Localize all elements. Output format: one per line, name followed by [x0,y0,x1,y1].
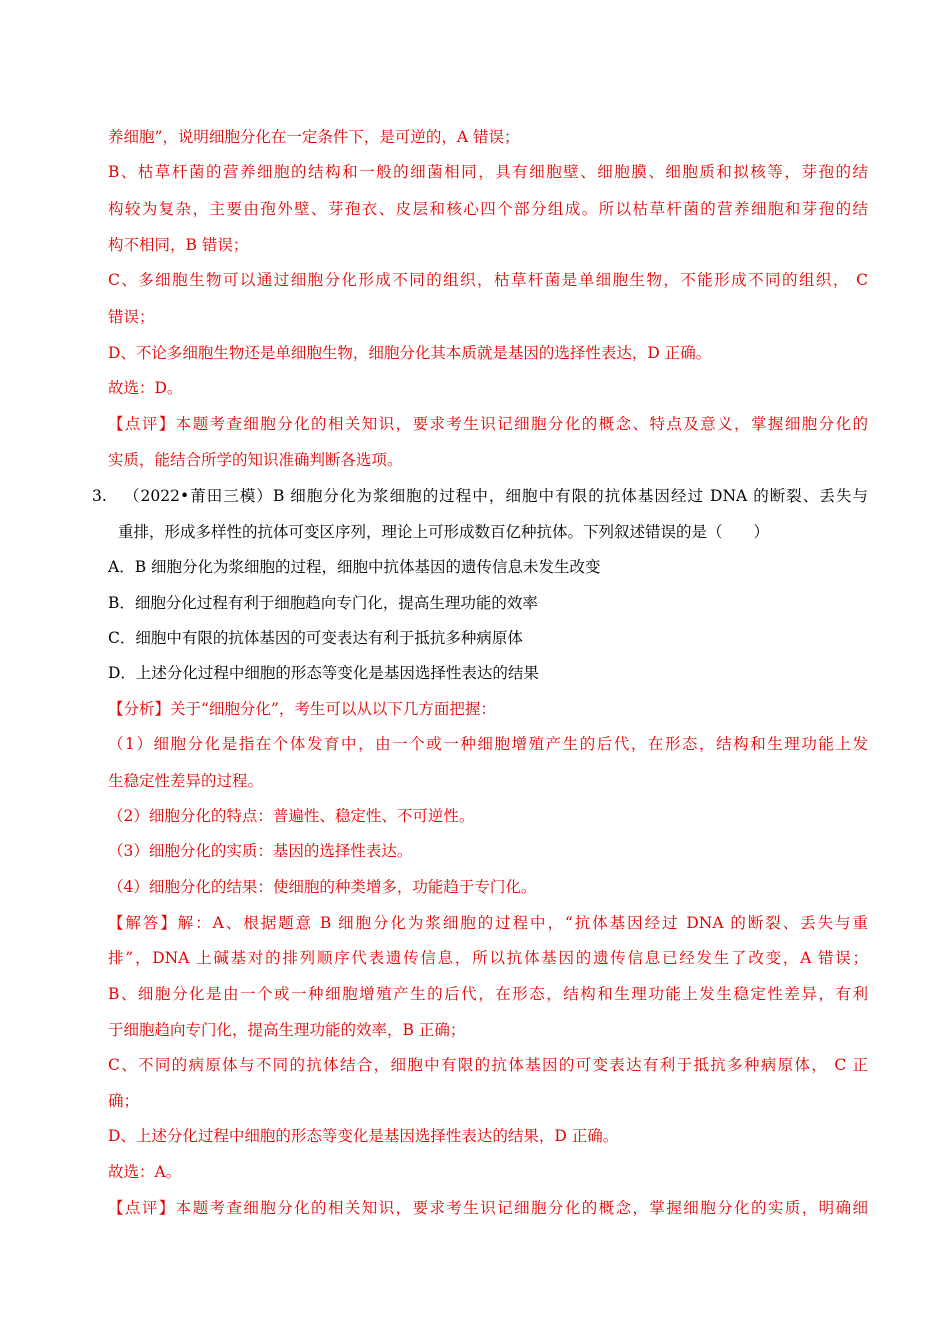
text-line: 【解答】解：A、根据题意 B 细胞分化为浆细胞的过程中，“抗体基因经过 DNA 的断裂、丢失与重 [108,914,868,932]
text-line: C．细胞中有限的抗体基因的可变表达有利于抵抗多种病原体 [108,629,523,647]
text-line: C、不同的病原体与不同的抗体结合，细胞中有限的抗体基因的可变表达有利于抵抗多种病原体， C 正 [108,1056,868,1074]
text-line: B．细胞分化过程有利于细胞趋向专门化，提高生理功能的效率 [108,594,538,612]
text-line: 故选：D。 [108,379,183,397]
question-number: 3. [92,487,107,505]
text-line: 实质，能结合所学的知识准确判断各选项。 [108,451,403,469]
text-line: 养细胞”，说明细胞分化在一定条件下，是可逆的，A 错误； [108,128,520,146]
text-line: 【分析】关于“细胞分化”，考生可以从以下几方面把握： [108,700,496,718]
text-line: （2）细胞分化的特点：普遍性、稳定性、不可逆性。 [108,807,475,825]
text-line: 重排，形成多样性的抗体可变区序列，理论上可形成数百亿种抗体。下列叙述错误的是（ ） [118,523,770,541]
text-line: 排”，DNA 上碱基对的排列顺序代表遗传信息，所以抗体基因的遗传信息已经发生了改变，A 错误； [108,949,868,967]
text-line: 故选：A。 [108,1163,182,1181]
text-line: 于细胞趋向专门化，提高生理功能的效率，B 正确； [108,1021,466,1039]
text-line: 【点评】本题考查细胞分化的相关知识，要求考生识记细胞分化的概念，掌握细胞分化的实质，明确细 [108,1199,868,1217]
text-line: C、多细胞生物可以通过细胞分化形成不同的组织，枯草杆菌是单细胞生物，不能形成不同的组织， C [108,271,868,289]
text-line: （4）细胞分化的结果：使细胞的种类增多，功能趋于专门化。 [108,878,537,896]
text-line: B、枯草杆菌的营养细胞的结构和一般的细菌相同，具有细胞壁、细胞膜、细胞质和拟核等，芽孢的结 [108,163,868,181]
text-line: 构较为复杂，主要由孢外壁、芽孢衣、皮层和核心四个部分组成。所以枯草杆菌的营养细胞和芽孢的结 [108,200,868,218]
text-line: 生稳定性差异的过程。 [108,772,264,790]
text-line: 【点评】本题考查细胞分化的相关知识，要求考生识记细胞分化的概念、特点及意义，掌握细胞分化的 [108,415,868,433]
text-line: B、细胞分化是由一个或一种细胞增殖产生的后代，在形态，结构和生理功能上发生稳定性差异，有利 [108,985,868,1003]
text-line: A．B 细胞分化为浆细胞的过程，细胞中抗体基因的遗传信息未发生改变 [108,558,601,576]
text-line: （1）细胞分化是指在个体发育中，由一个或一种细胞增殖产生的后代，在形态，结构和生理功能上发 [108,735,868,753]
text-line: （2022•莆田三模）B 细胞分化为浆细胞的过程中，细胞中有限的抗体基因经过 DNA 的断裂、丢失与 [124,487,868,505]
text-line: 构不相同，B 错误； [108,236,249,254]
text-line: （3）细胞分化的实质：基因的选择性表达。 [108,842,413,860]
text-line: D、不论多细胞生物还是单细胞生物，细胞分化其本质就是基因的选择性表达，D 正确。 [108,344,712,362]
text-line: 确； [108,1092,140,1110]
text-line: D．上述分化过程中细胞的形态等变化是基因选择性表达的结果 [108,664,539,682]
text-line: D、上述分化过程中细胞的形态等变化是基因选择性表达的结果，D 正确。 [108,1127,619,1145]
text-line: 错误； [108,308,155,326]
